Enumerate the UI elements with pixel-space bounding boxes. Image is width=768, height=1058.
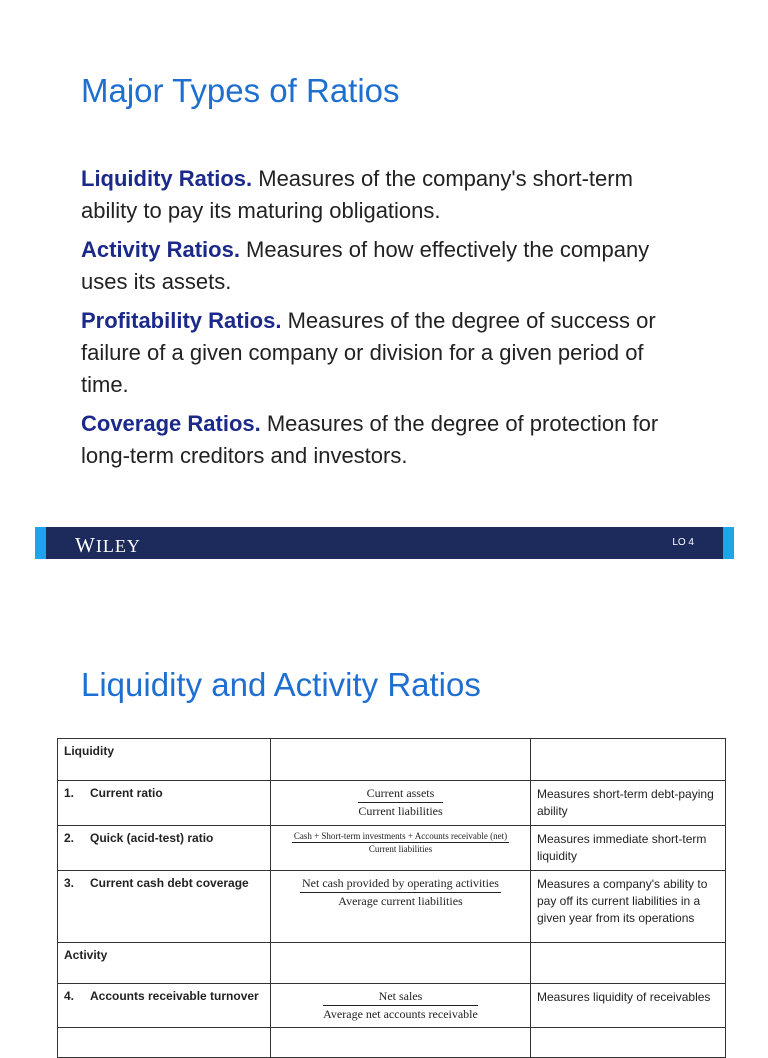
slide-title-2: Liquidity and Activity Ratios	[81, 666, 481, 703]
wiley-logo: WILEY	[75, 533, 141, 557]
slide-title: Major Types of Ratios	[81, 72, 400, 109]
definition-liquidity	[81, 163, 681, 227]
measures-cell: Measures immediate short-term liquidity	[531, 826, 726, 871]
definition-text: Measures of the company's short-term ability to pay its maturing obligations.	[81, 166, 633, 223]
formula-cell	[271, 781, 531, 826]
term-activity: Activity Ratios.	[81, 237, 240, 262]
formula-numerator: Current assets	[358, 786, 442, 803]
formula-denominator: Average current liabilities	[338, 894, 463, 908]
ratio-name-cell: 2. Quick (acid-test) ratio	[58, 826, 271, 871]
definition-coverage	[81, 408, 681, 472]
section-row-liquidity	[58, 739, 726, 781]
formula-denominator: Current liabilities	[358, 804, 443, 818]
formula-numerator: Net sales	[323, 989, 478, 1006]
definition-profitability	[81, 305, 681, 401]
definition-text: Measures of the degree of success or failure of a given company or division for a given period of time.	[81, 308, 656, 397]
ratio-name: Accounts receivable turnover	[90, 989, 259, 1003]
formula-cell	[271, 871, 531, 943]
ratio-name-cell: 4. Accounts receivable turnover	[58, 984, 271, 1028]
formula-denominator: Current liabilities	[368, 844, 433, 854]
ratio-name: Current cash debt coverage	[90, 876, 249, 890]
footer-edge-left	[35, 527, 46, 559]
table-row	[58, 781, 726, 826]
measures-cell: Measures liquidity of receivables	[531, 984, 726, 1028]
table-row	[58, 984, 726, 1028]
ratios-table	[57, 738, 726, 1058]
term-profitability: Profitability Ratios.	[81, 308, 282, 333]
table-row	[58, 871, 726, 943]
ratio-name-cell: 1. Current ratio	[58, 781, 271, 826]
term-coverage: Coverage Ratios.	[81, 411, 261, 436]
measures-cell: Measures short-term debt-paying ability	[531, 781, 726, 826]
definition-text: Measures of the degree of protection for long-term creditors and investors.	[81, 411, 659, 468]
formula-cell	[271, 826, 531, 871]
definition-activity	[81, 234, 681, 298]
section-label-liquidity: Liquidity	[58, 739, 271, 781]
ratio-name-cell: 3. Current cash debt coverage	[58, 871, 271, 943]
ratio-name: Quick (acid-test) ratio	[90, 831, 214, 845]
formula-cell	[271, 984, 531, 1028]
slide-footer-bar	[35, 527, 734, 559]
formula-numerator: Net cash provided by operating activities	[300, 876, 501, 893]
formula-denominator: Average net accounts receivable	[323, 1007, 478, 1021]
footer-edge-right	[723, 527, 734, 559]
section-row-activity	[58, 943, 726, 984]
measures-cell: Measures a company's ability to pay off its current liabilities in a given year from its operations	[531, 871, 726, 943]
table-row	[58, 826, 726, 871]
formula-numerator: Cash + Short-term investments + Accounts receivable (net)	[293, 831, 508, 841]
table-row	[58, 1028, 726, 1058]
ratio-definitions	[81, 163, 681, 479]
learning-objective-label: LO 4	[672, 537, 694, 548]
term-liquidity: Liquidity Ratios.	[81, 166, 253, 191]
definition-text: Measures of how effectively the company uses its assets.	[81, 237, 650, 294]
section-label-activity: Activity	[58, 943, 271, 984]
ratio-name: Current ratio	[90, 786, 163, 800]
